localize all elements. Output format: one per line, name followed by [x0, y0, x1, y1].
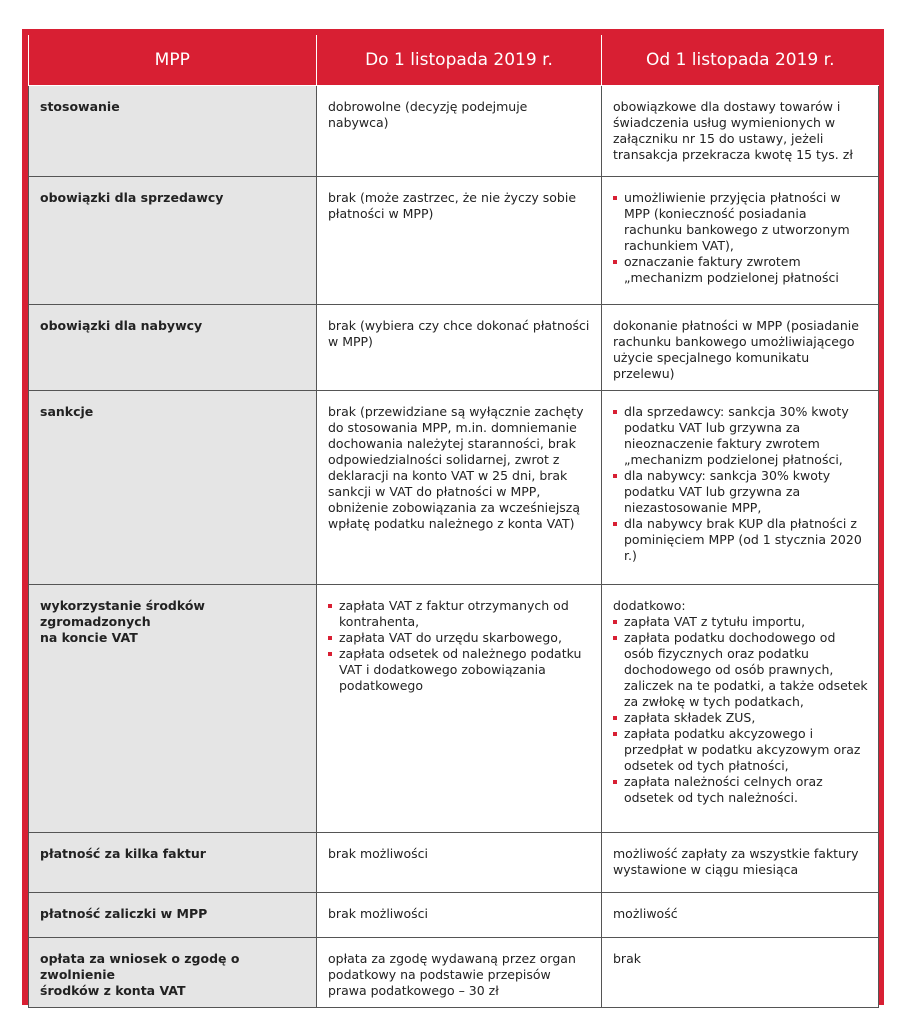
- table-row-buyer-duties: [29, 305, 879, 391]
- after-cell: dokonanie płatności w MPP (posiadanie rachunku bankowego umożliwiającego użycie specjalnego komunikatu przelewu): [602, 305, 879, 391]
- row-label-line: opłata za wniosek o zgodę o zwolnienie: [40, 951, 240, 982]
- table-row-application: [29, 86, 879, 177]
- comparison-table-frame: [22, 29, 884, 1005]
- row-label-line: wykorzystanie środków zgromadzonych: [40, 598, 205, 629]
- list-item: zapłata podatku dochodowego od osób fizycznych oraz podatku dochodowego od osób prawnych, zaliczek na te podatki, a także odsetek za zwłokę w tych podatkach,: [613, 630, 868, 710]
- table-row-advance-payment: [29, 893, 879, 938]
- list-item: zapłata składek ZUS,: [613, 710, 868, 726]
- list-item: zapłata podatku akcyzowego i przedpłat w podatku akcyzowym oraz odsetek od tych płatności,: [613, 726, 868, 774]
- after-cell: możliwość: [602, 893, 879, 938]
- after-cell: obowiązkowe dla dostawy towarów i świadczenia usług wymienionych w załączniku nr 15 do ustawy, jeżeli transakcja przekracza kwotę 15 tys. zł: [602, 86, 879, 177]
- before-cell: opłata za zgodę wydawaną przez organ podatkowy na podstawie przepisów prawa podatkowego – 30 zł: [317, 938, 602, 1008]
- row-label: sankcje: [29, 391, 317, 585]
- header-row: [29, 35, 879, 86]
- list-item: zapłata należności celnych oraz odsetek od tych należności.: [613, 774, 868, 806]
- before-cell: dobrowolne (decyzję podejmuje nabywca): [317, 86, 602, 177]
- before-list: [328, 598, 591, 694]
- list-item: dla sprzedawcy: sankcja 30% kwoty podatku VAT lub grzywna za nieoznaczenie faktury zwrotem „mechanizm podzielonej płatności,: [613, 404, 868, 468]
- after-list: [613, 404, 868, 564]
- after-cell: możliwość zapłaty za wszystkie faktury wystawione w ciągu miesiąca: [602, 833, 879, 893]
- after-cell: [602, 585, 879, 833]
- table-row-seller-duties: [29, 177, 879, 305]
- table-row-vat-funds-use: [29, 585, 879, 833]
- row-label: [29, 938, 317, 1008]
- list-item: zapłata VAT do urzędu skarbowego,: [328, 630, 591, 646]
- header-before: Do 1 listopada 2019 r.: [317, 35, 602, 86]
- before-cell: brak (wybiera czy chce dokonać płatności w MPP): [317, 305, 602, 391]
- after-cell: brak: [602, 938, 879, 1008]
- list-item: oznaczanie faktury zwrotem „mechanizm podzielonej płatności: [613, 254, 868, 286]
- table-row-multi-invoice: [29, 833, 879, 893]
- table-row-release-fee: [29, 938, 879, 1008]
- after-list: [613, 190, 868, 286]
- before-cell: brak (może zastrzec, że nie życzy sobie płatności w MPP): [317, 177, 602, 305]
- after-intro: dodatkowo:: [613, 598, 686, 613]
- mpp-comparison-table: [28, 35, 879, 1008]
- list-item: dla nabywcy: sankcja 30% kwoty podatku VAT lub grzywna za niezastosowanie MPP,: [613, 468, 868, 516]
- row-label: obowiązki dla nabywcy: [29, 305, 317, 391]
- row-label-line: środków z konta VAT: [40, 983, 186, 998]
- table-row-sanctions: [29, 391, 879, 585]
- list-item: dla nabywcy brak KUP dla płatności z pominięciem MPP (od 1 stycznia 2020 r.): [613, 516, 868, 564]
- after-list: [613, 614, 868, 806]
- before-cell: brak możliwości: [317, 893, 602, 938]
- before-cell: [317, 585, 602, 833]
- row-label-line: na koncie VAT: [40, 630, 138, 645]
- row-label: stosowanie: [29, 86, 317, 177]
- before-cell: brak możliwości: [317, 833, 602, 893]
- list-item: zapłata VAT z tytułu importu,: [613, 614, 868, 630]
- after-cell: [602, 177, 879, 305]
- header-mpp: MPP: [29, 35, 317, 86]
- row-label: obowiązki dla sprzedawcy: [29, 177, 317, 305]
- row-label: [29, 585, 317, 833]
- header-after: Od 1 listopada 2019 r.: [602, 35, 879, 86]
- row-label: płatność za kilka faktur: [29, 833, 317, 893]
- after-cell: [602, 391, 879, 585]
- list-item: umożliwienie przyjęcia płatności w MPP (konieczność posiadania rachunku bankowego z utworzonym rachunkiem VAT),: [613, 190, 868, 254]
- row-label: płatność zaliczki w MPP: [29, 893, 317, 938]
- list-item: zapłata VAT z faktur otrzymanych od kontrahenta,: [328, 598, 591, 630]
- list-item: zapłata odsetek od należnego podatku VAT i dodatkowego zobowiązania podatkowego: [328, 646, 591, 694]
- before-cell: brak (przewidziane są wyłącznie zachęty do stosowania MPP, m.in. domniemanie dochowania należytej staranności, brak odpowiedzialności solidarnej, zwrot z deklaracji na konto VAT w 25 dni, brak sankcji w VAT do płatności w MPP, obniżenie zobowiązania za wcześniejszą wpłatę podatku należnego z konta VAT): [317, 391, 602, 585]
